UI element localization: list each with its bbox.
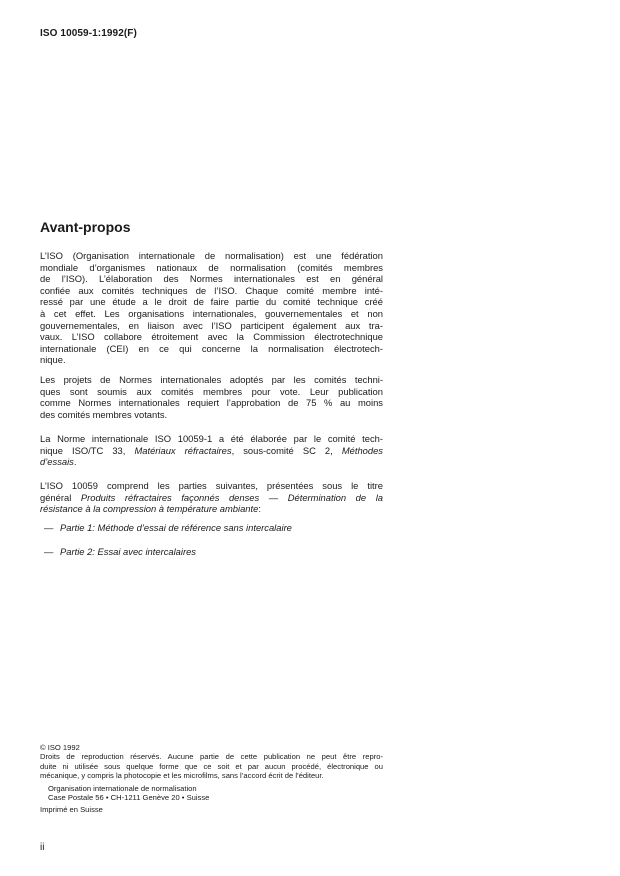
subcommittee-title: Méthodes bbox=[341, 444, 383, 456]
copyright-footer bbox=[40, 743, 383, 815]
general-title: résistance à la compression à température ambiante bbox=[40, 503, 259, 515]
text-line bbox=[40, 456, 383, 468]
rights-line: Droits de reproduction réservés. Aucune partie de cette publication ne peut être repro- bbox=[40, 752, 383, 762]
text-line: Les projets de Normes internationales adoptés par les comités techni- bbox=[40, 374, 383, 385]
text-run: nique ISO/TC 33, bbox=[40, 444, 135, 456]
subcommittee-title: d’essais bbox=[40, 456, 74, 468]
committee-title: Matériaux réfractaires bbox=[134, 444, 232, 456]
text-line: internationale (CEI) en ce qui concerne la normalisation électrotech- bbox=[40, 342, 383, 354]
section-title: Avant-propos bbox=[40, 219, 131, 235]
general-title: Produits réfractaires façonnés denses — Détermination de la bbox=[80, 491, 383, 503]
text-run: général bbox=[40, 491, 81, 503]
document-id: ISO 10059-1:1992(F) bbox=[40, 28, 137, 39]
list-item bbox=[44, 522, 292, 533]
page-number: ii bbox=[40, 842, 45, 853]
copyright-notice: © ISO 1992 bbox=[40, 743, 80, 752]
text-line: gouvernementales, en liaison avec l’ISO participent également aux tra- bbox=[40, 319, 383, 331]
part-label: Partie 1: Méthode d’essai de référence sans intercalaire bbox=[60, 522, 292, 533]
dash-bullet: — bbox=[44, 522, 54, 533]
org-address: Case Postale 56 • CH-1211 Genève 20 • Suisse bbox=[48, 793, 210, 803]
paragraph-iso-intro bbox=[40, 250, 383, 366]
text-run: . bbox=[73, 456, 77, 468]
text-line: confiée aux comités techniques de l’ISO. Chaque comité membre inté- bbox=[40, 284, 383, 296]
text-run: : bbox=[258, 503, 261, 515]
paragraph-parts bbox=[40, 480, 383, 515]
text-run: , sous-comité SC 2, bbox=[231, 444, 342, 456]
text-line: à cet effet. Les organisations internationales, gouvernementales et non bbox=[40, 307, 383, 319]
text-line bbox=[40, 445, 383, 457]
part-label: Partie 2: Essai avec intercalaires bbox=[60, 546, 196, 557]
dash-bullet: — bbox=[44, 546, 54, 557]
text-line: des comités membres votants. bbox=[40, 408, 168, 420]
text-line: nique. bbox=[40, 354, 66, 366]
rights-line: duite ni utilisée sous quelque forme que ce soit et par aucun procédé, électronique ou bbox=[40, 761, 383, 771]
list-item bbox=[44, 546, 196, 557]
text-line: comme Normes internationales requiert l’approbation de 75 % au moins bbox=[40, 397, 383, 409]
text-line bbox=[40, 492, 383, 504]
text-line: de l’ISO). L’élaboration des Normes internationales est en général bbox=[40, 273, 383, 285]
text-line: L’ISO (Organisation internationale de normalisation) est une fédération bbox=[40, 250, 383, 261]
paragraph-elaboration bbox=[40, 433, 383, 468]
paragraph-voting bbox=[40, 374, 383, 420]
text-line: La Norme internationale ISO 10059-1 a été élaborée par le comité tech- bbox=[40, 433, 383, 444]
printed-in: Imprimé en Suisse bbox=[40, 805, 103, 815]
text-line: ques sont soumis aux comités membres pour vote. Leur publication bbox=[40, 385, 383, 397]
text-line: L’ISO 10059 comprend les parties suivantes, présentées sous le titre bbox=[40, 480, 383, 491]
text-line bbox=[40, 503, 383, 515]
rights-line: mécanique, y compris la photocopie et les microfilms, sans l’accord écrit de l’éditeur. bbox=[40, 771, 324, 781]
text-line: ressé par une étude a le droit de faire partie du comité technique créé bbox=[40, 296, 383, 308]
org-name: Organisation internationale de normalisation bbox=[48, 783, 197, 793]
text-line: mondiale d’organismes nationaux de normalisation (comités membres bbox=[40, 261, 383, 273]
text-line: vaux. L’ISO collabore étroitement avec la Commission électrotechnique bbox=[40, 331, 383, 343]
